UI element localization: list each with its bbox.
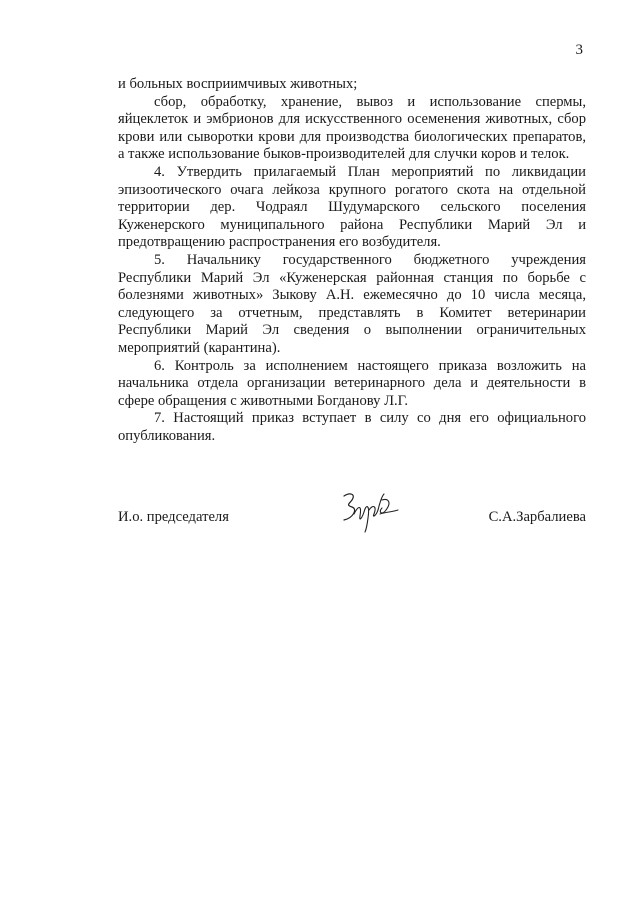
paragraph-item-7: 7. Настоящий приказ вступает в силу со дня его официального опубликования. [118,410,586,444]
handwritten-signature [336,490,400,534]
document-body [118,76,586,445]
signatory-name: С.А.Зарбалиева [488,509,586,525]
paragraph-continuation: и больных восприимчивых животных; [118,76,358,92]
paragraph-item-6: 6. Контроль за исполнением настоящего приказа возложить на начальника отдела организации ветеринарного дела и деятельности в сфере обращения с животными Богданову Л.Г. [118,357,586,409]
signature-block [118,496,586,536]
paragraph-item-5: 5. Начальнику государственного бюджетного учреждения Республики Марий Эл «Куженерская районная станция по борьбе с болезнями животных» Зыкову А.Н. ежемесячно до 10 числа месяца, следующего за отчетным, представлять в Комитет ветеринарии Республики Марий Эл сведения о выполнении ограничительных мероприятий (карантина). [118,251,586,356]
paragraph-collection-measures: сбор, обработку, хранение, вывоз и использование спермы, яйцеклеток и эмбрионов для искусственного осеменения животных, сбор крови или сыворотки крови для производства биологических препаратов, а также использование быков-производителей для случки коров и телок. [118,93,586,163]
paragraph-item-4: 4. Утвердить прилагаемый План мероприятий по ликвидации эпизоотического очага лейкоза крупного рогатого скота на отдельной территории дер. Чодраял Шудумарского сельского поселения Куженерского муниципального района Республики Марий Эл и предотвращению распространения его возбудителя. [118,163,586,251]
signatory-title: И.о. председателя [118,509,229,525]
page-number: 3 [575,42,583,58]
